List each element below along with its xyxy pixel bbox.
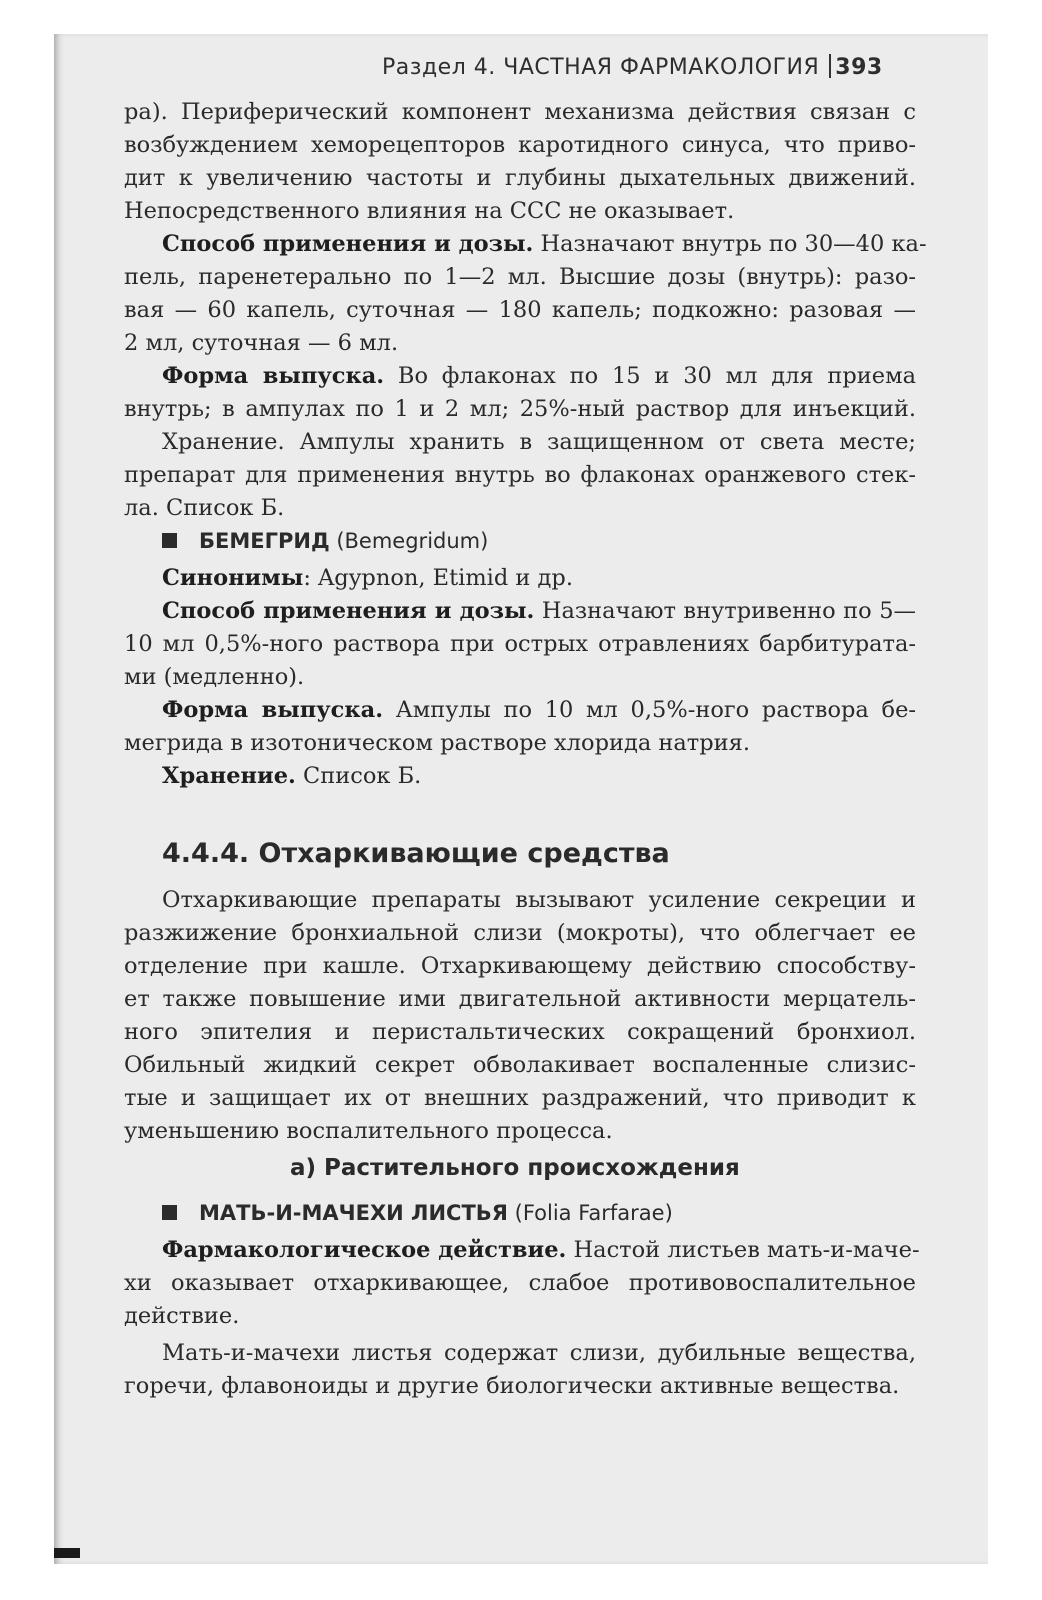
text-line: действие. (124, 1303, 240, 1329)
text-line: препарат для применения внутрь во флаконах оранжевого стек- (124, 462, 916, 488)
drug-heading-farfara: МАТЬ-И-МАЧЕХИ ЛИСТЬЯ (Folia Farfarae) (162, 1201, 673, 1225)
synonyms-label: Синонимы (162, 565, 304, 591)
text-line: отделение при кашле. Отхаркивающему действию способству- (124, 953, 916, 979)
subsection-heading: а) Растительного происхождения (290, 1155, 740, 1181)
text-line: возбуждением хеморецепторов каротидного синуса, что приво- (124, 132, 916, 158)
storage-paragraph-first-line: Хранение. Ампулы хранить в защищенном от света месте; (162, 429, 916, 455)
text-line: уменьшению воспалительного процесса. (124, 1118, 613, 1144)
storage-label: Хранение. (162, 763, 296, 789)
action-paragraph-first-line: Фармакологическое действие. Настой листьев мать-и-маче- (162, 1237, 920, 1263)
text-line: хи оказывает отхаркивающее, слабое противовоспалительное (124, 1270, 916, 1296)
square-bullet-icon (162, 1205, 177, 1220)
text-line: 10 мл 0,5%-ного раствора при острых отравлениях барбитурата- (124, 631, 916, 657)
text-line: Мать-и-мачехи листья содержат слизи, дубильные вещества, (162, 1340, 916, 1366)
text-line: Обильный жидкий секрет обволакивает воспаленные слизис- (124, 1052, 916, 1078)
text-line: 2 мл, суточная — 6 мл. (124, 330, 399, 356)
dosage-paragraph-first-line: Способ применения и дозы. Назначают внутривенно по 5— (162, 598, 917, 624)
form-paragraph-first-line: Форма выпуска. Во флаконах по 15 и 30 мл для приема (162, 363, 916, 389)
section-heading: 4.4.4. Отхаркивающие средства (162, 838, 670, 869)
header-separator (829, 54, 831, 78)
page-number: 393 (835, 55, 883, 80)
binding-edge-mark (54, 1548, 80, 1558)
form-label: Форма выпуска. (162, 363, 385, 389)
form-paragraph-first-line: Форма выпуска. Ампулы по 10 мл 0,5%-ного раствора бе- (162, 697, 916, 723)
action-label: Фармакологическое действие. (162, 1237, 567, 1263)
text-line: внутрь; в ампулах по 1 и 2 мл; 25%-ный раствор для инъекций. (124, 396, 916, 422)
running-header (382, 54, 883, 80)
text-line: тые и защищает их от внешних раздражений, что приводит к (124, 1085, 916, 1111)
text-line: разжижение бронхиальной слизи (мокроты), что облегчает ее (124, 920, 916, 946)
text-line: ет также повышение ими двигательной активности мерцатель- (124, 986, 916, 1012)
dosage-label: Способ применения и дозы. (162, 598, 535, 624)
text-line: горечи, флавоноиды и другие биологически активные вещества. (124, 1373, 900, 1399)
text-line: ла. Список Б. (124, 495, 285, 521)
text-line: ра). Периферический компонент механизма действия связан с (124, 99, 916, 125)
form-label: Форма выпуска. (162, 697, 384, 723)
square-bullet-icon (162, 533, 177, 548)
text-line: ми (медленно). (124, 664, 305, 690)
text-line: мегрида в изотоническом растворе хлорида натрия. (124, 730, 751, 756)
text-line: пель, паренетерально по 1—2 мл. Высшие дозы (внутрь): разо- (124, 264, 916, 290)
dosage-paragraph-first-line: Способ применения и дозы. Назначают внутрь по 30—40 ка- (162, 231, 927, 257)
drug-heading-bemegrid: БЕМЕГРИД (Bemegridum) (162, 529, 488, 553)
text-line: Отхаркивающие препараты вызывают усиление секреции и (162, 887, 916, 913)
synonyms-line: Синонимы: Agypnon, Etimid и др. (162, 565, 573, 591)
text-line: Непосредственного влияния на ССС не оказывает. (124, 198, 735, 224)
header-section-title: Раздел 4. ЧАСТНАЯ ФАРМАКОЛОГИЯ (382, 55, 820, 80)
text-line: ного эпителия и перистальтических сокращений бронхиол. (124, 1019, 916, 1045)
dosage-label: Способ применения и дозы. (162, 231, 534, 257)
text-line: дит к увеличению частоты и глубины дыхательных движений. (124, 165, 916, 191)
text-line: вая — 60 капель, суточная — 180 капель; подкожно: разовая — (124, 297, 916, 323)
storage-line: Хранение. Список Б. (162, 763, 422, 789)
